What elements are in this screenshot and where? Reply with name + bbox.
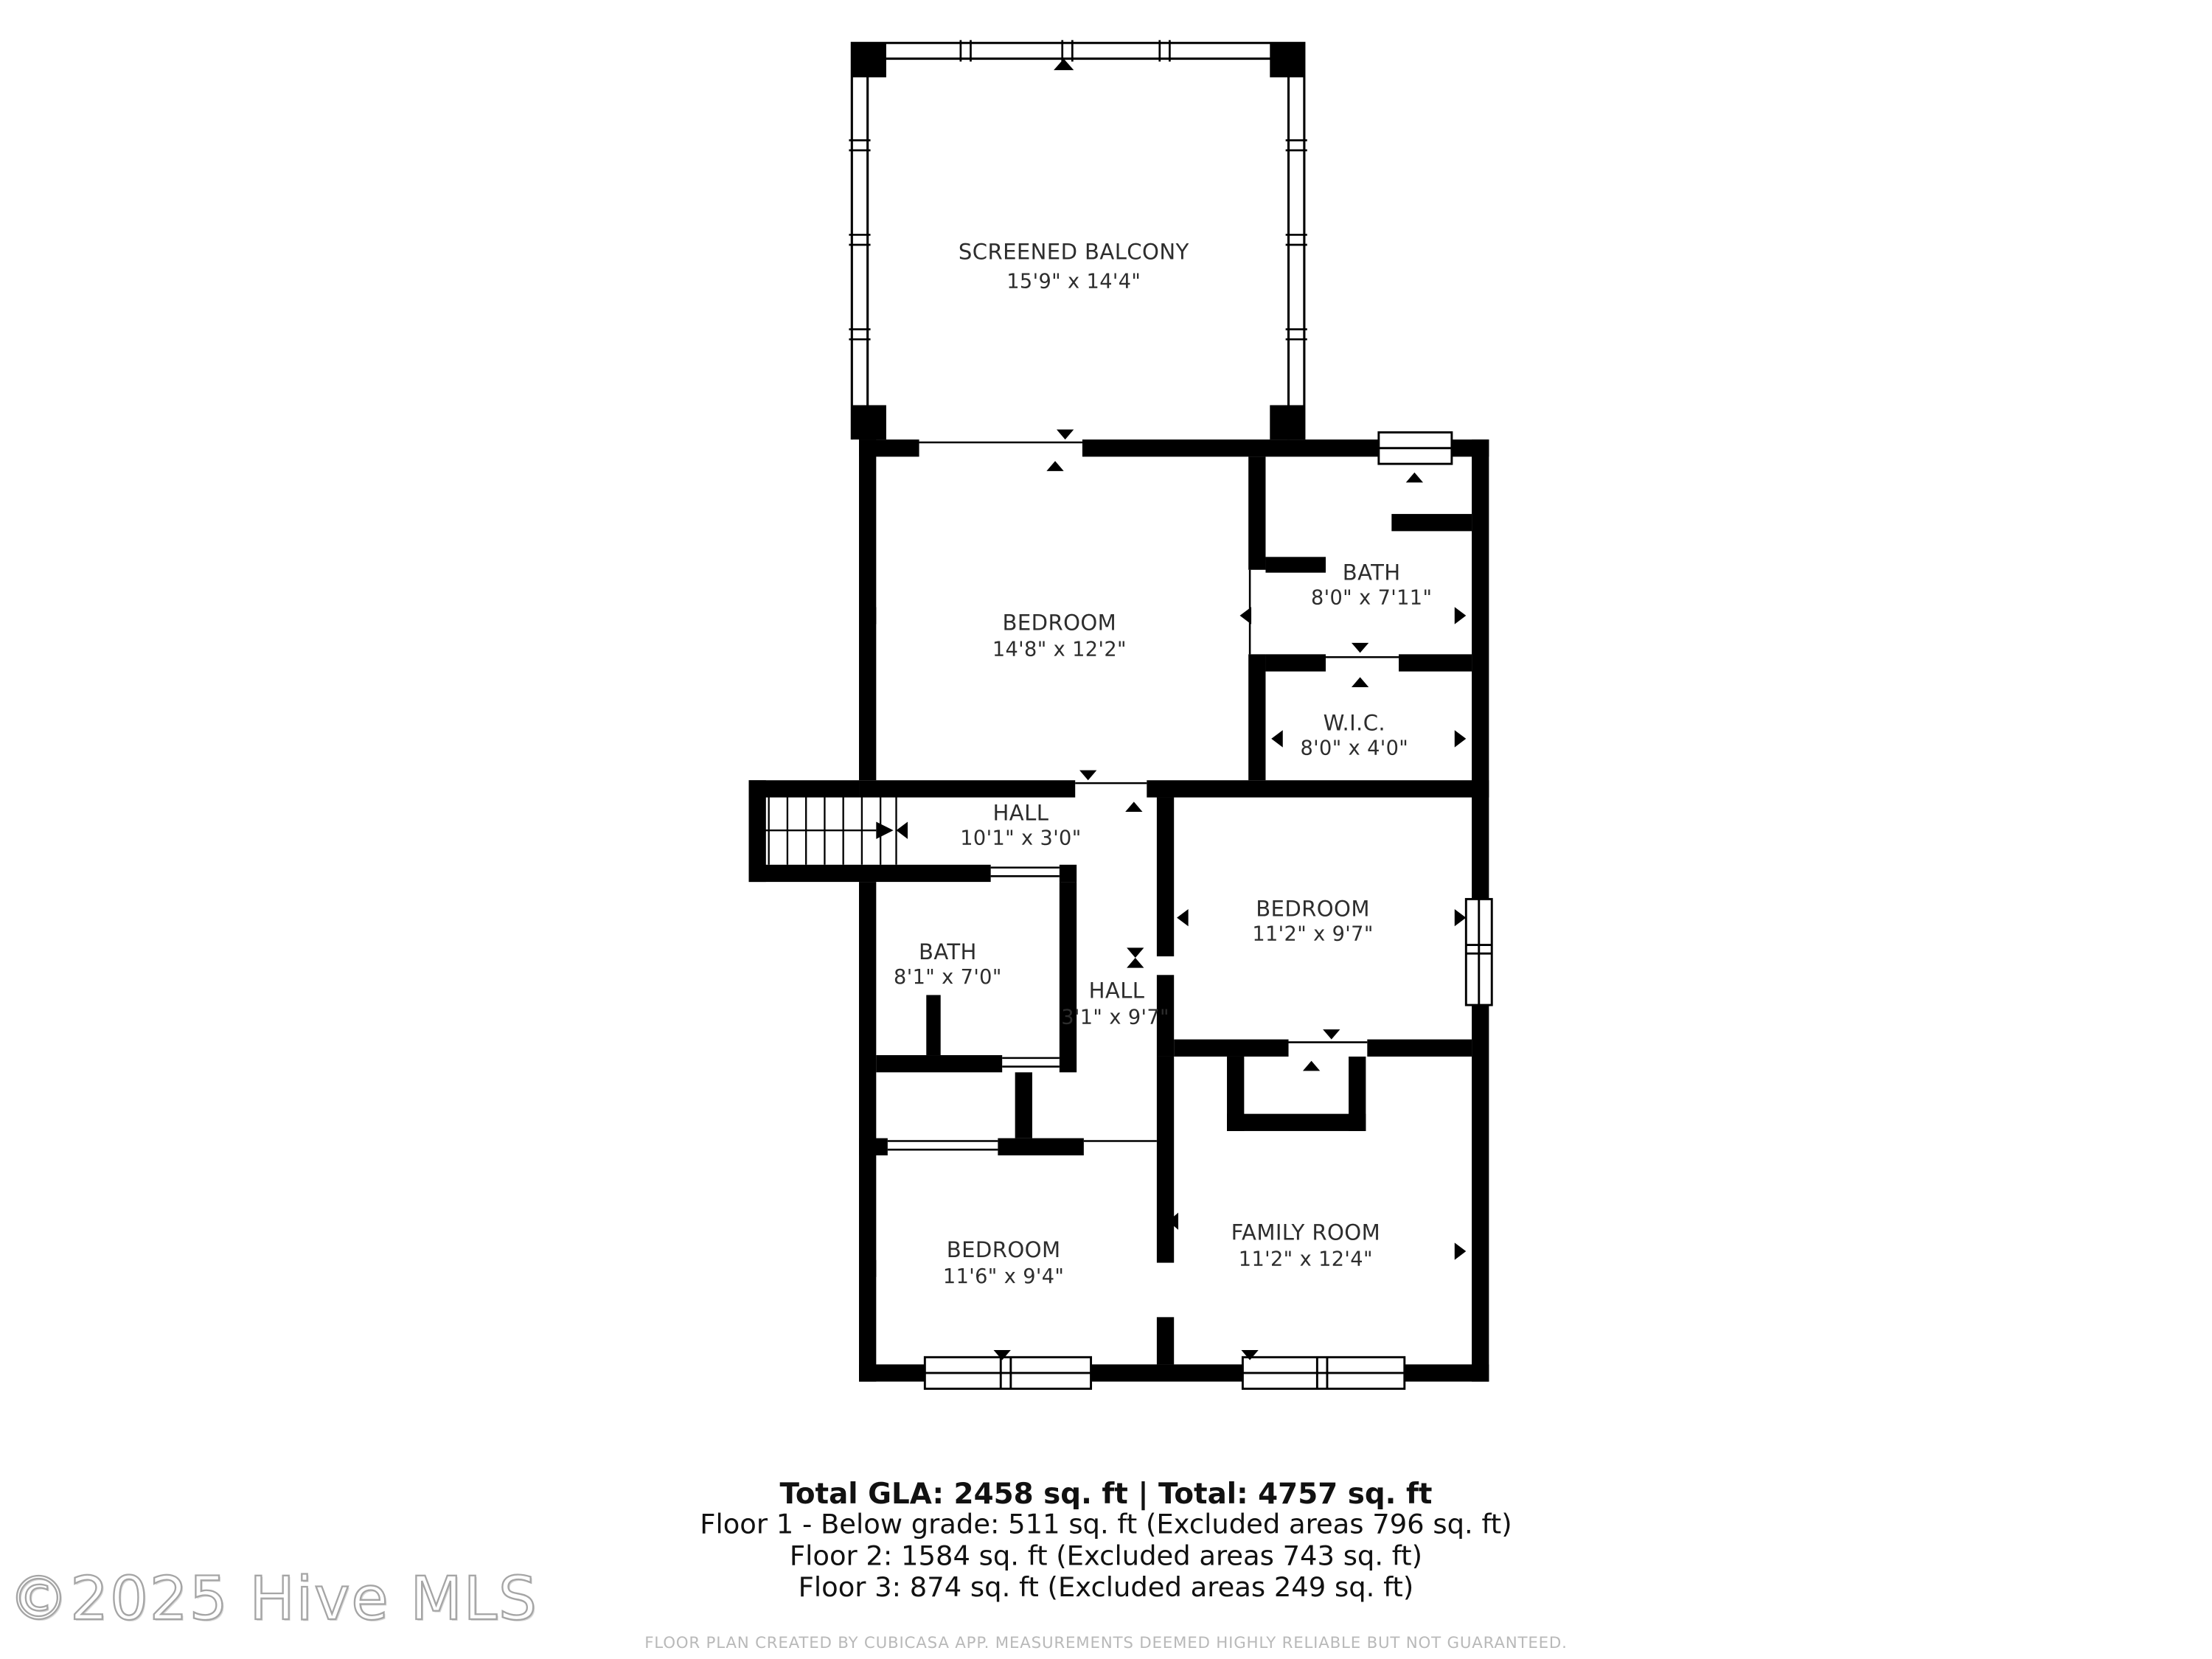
room-dims-bath-1: 8'0" x 7'11" xyxy=(1310,586,1433,610)
room-dims-bedroom-2: 11'2" x 9'7" xyxy=(1252,922,1374,946)
room-label-balcony: SCREENED BALCONY xyxy=(958,239,1189,265)
room-dims-hall-1: 10'1" x 3'0" xyxy=(960,827,1082,850)
staircase xyxy=(759,798,908,865)
room-dims-bath-2: 8'1" x 7'0" xyxy=(894,965,1002,989)
floor-3-line: Floor 3: 874 sq. ft (Excluded areas 249 sq. ft) xyxy=(798,1571,1414,1604)
hive-mls-watermark: ©2025 Hive MLS xyxy=(8,1563,538,1634)
floor-2-line: Floor 2: 1584 sq. ft (Excluded areas 743 sq. ft) xyxy=(789,1540,1423,1572)
room-label-bath-2: BATH xyxy=(918,939,977,964)
room-dims-wic: 8'0" x 4'0" xyxy=(1300,737,1409,760)
window-bath-top xyxy=(1379,432,1452,464)
window-right-wall xyxy=(1466,899,1492,1005)
cubicasa-disclaimer: FLOOR PLAN CREATED BY CUBICASA APP. MEASUREMENTS DEEMED HIGHLY RELIABLE BUT NOT GUARANTEED. xyxy=(644,1633,1568,1652)
room-label-wic: W.I.C. xyxy=(1323,710,1386,736)
room-label-bedroom-3: BEDROOM xyxy=(946,1237,1061,1262)
room-label-hall-2: HALL xyxy=(1088,978,1145,1004)
room-label-hall-1: HALL xyxy=(992,800,1049,826)
room-dims-bedroom-1: 14'8" x 12'2" xyxy=(992,638,1127,661)
balcony-screen-mullions xyxy=(849,40,1307,339)
room-label-bath-1: BATH xyxy=(1342,560,1401,585)
room-label-bedroom-1: BEDROOM xyxy=(1002,610,1117,636)
total-gla-line: Total GLA: 2458 sq. ft | Total: 4757 sq. ft xyxy=(779,1475,1433,1511)
window-bedroom-bottom xyxy=(925,1357,1091,1389)
room-dims-hall-2: 3'1" x 9'7" xyxy=(1061,1006,1169,1029)
window-familyroom-bottom xyxy=(1242,1357,1404,1389)
room-label-family-room: FAMILY ROOM xyxy=(1231,1220,1381,1245)
room-label-bedroom-2: BEDROOM xyxy=(1256,896,1370,922)
room-dims-family-room: 11'2" x 12'4" xyxy=(1238,1248,1373,1271)
room-dims-bedroom-3: 11'6" x 9'4" xyxy=(942,1265,1065,1288)
floor-1-line: Floor 1 - Below grade: 511 sq. ft (Excluded areas 796 sq. ft) xyxy=(700,1509,1512,1541)
room-dims-balcony: 15'9" x 14'4" xyxy=(1006,270,1141,293)
